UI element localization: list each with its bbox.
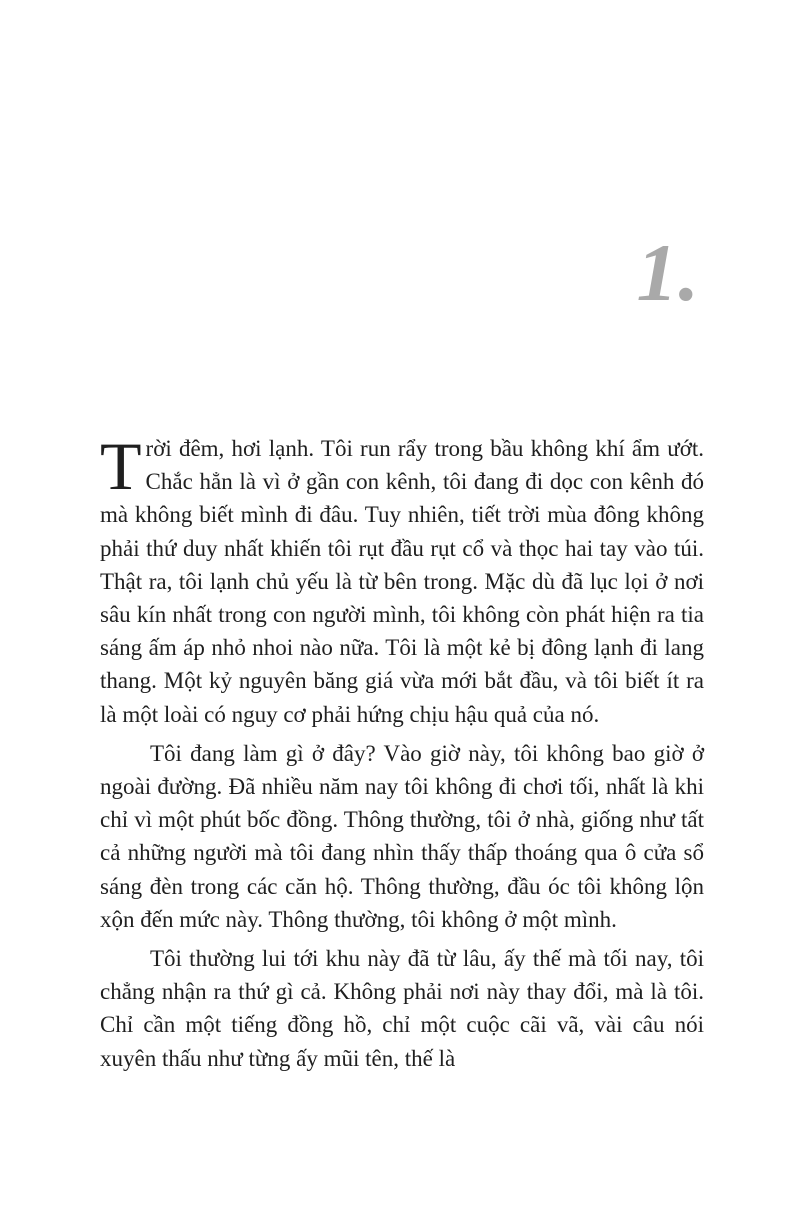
paragraph-1-text: rời đêm, hơi lạnh. Tôi run rẩy trong bầu không khí ẩm ướt. Chắc hẳn là vì ở gần con kênh, tôi đang đi dọc con kênh đó mà không biết mình đi đâu. Tuy nhiên, tiết trời mùa đông không phải thứ duy nhất khiến tôi rụt đầu rụt cổ và thọc hai tay vào túi. Thật ra, tôi lạnh chủ yếu là từ bên trong. Mặc dù đã lục lọi ở nơi sâu kín nhất trong con người mình, tôi không còn phát hiện ra tia sáng ấm áp nhỏ nhoi nào nữa. Tôi là một kẻ bị đông lạnh đi lang thang. Một kỷ nguyên băng giá vừa mới bắt đầu, và tôi biết ít ra là một loài có nguy cơ phải hứng chịu hậu quả của nó. xyxy=(100,436,704,727)
paragraph-1 xyxy=(100,428,704,731)
drop-cap: T xyxy=(100,428,142,504)
paragraph-3: Tôi thường lui tới khu này đã từ lâu, ấy thế mà tối nay, tôi chẳng nhận ra thứ gì cả. Không phải nơi này thay đổi, mà là tôi. Chỉ cần một tiếng đồng hồ, chỉ một cuộc cãi vã, vài câu nói xuyên thấu như từng ấy mũi tên, thế là xyxy=(100,946,704,1071)
chapter-body xyxy=(100,428,704,1075)
paragraph-2: Tôi đang làm gì ở đây? Vào giờ này, tôi không bao giờ ở ngoài đường. Đã nhiều năm nay tôi không đi chơi tối, nhất là khi chỉ vì một phút bốc đồng. Thông thường, tôi ở nhà, giống như tất cả những người mà tôi đang nhìn thấy thấp thoáng qua ô cửa sổ sáng đèn trong các căn hộ. Thông thường, đầu óc tôi không lộn xộn đến mức này. Thông thường, tôi không ở một mình. xyxy=(100,740,704,932)
chapter-number: 1. xyxy=(636,227,700,318)
